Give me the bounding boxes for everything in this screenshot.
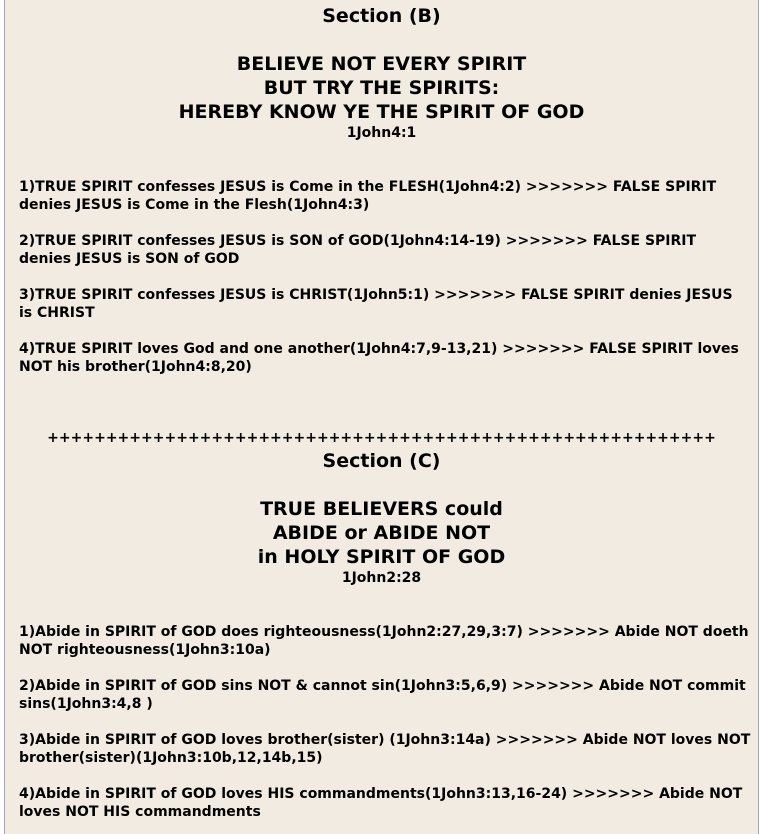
item-line: NOT righteousness(1John3:10a) <box>19 642 271 658</box>
item-line: 3)Abide in SPIRIT of GOD loves brother(sister) (1John3:14a) >>>>>>> Abide NOT loves NOT <box>19 732 751 748</box>
item-line: denies JESUS is Come in the Flesh(1John4:3) <box>19 197 370 213</box>
section-c-reference: 1John2:28 <box>341 570 422 586</box>
section-b-item-2 <box>19 232 737 268</box>
item-line: 2)TRUE SPIRIT confesses JESUS is SON of GOD(1John4:14-19) >>>>>>> FALSE SPIRIT <box>19 233 697 249</box>
item-line: is CHRIST <box>19 305 95 321</box>
item-line: brother(sister)(1John3:10b,12,14b,15) <box>19 750 323 766</box>
section-b-reference: 1John4:1 <box>346 125 417 141</box>
section-b-heading-line-3: HEREBY KNOW YE THE SPIRIT OF GOD <box>178 101 585 123</box>
item-line: 1)Abide in SPIRIT of GOD does righteousness(1John2:27,29,3:7) >>>>>>> Abide NOT doeth <box>19 624 749 640</box>
item-line: denies JESUS is SON of GOD <box>19 251 240 267</box>
section-b-item-1 <box>19 178 737 214</box>
section-c-heading-line-3: in HOLY SPIRIT OF GOD <box>257 546 506 568</box>
section-b-heading-line-1: BELIEVE NOT EVERY SPIRIT <box>236 53 527 75</box>
document-page <box>4 0 759 834</box>
section-b-item-3 <box>19 286 737 322</box>
section-c-item-1 <box>19 623 749 659</box>
section-c-title: Section (C) <box>322 450 441 472</box>
item-line: 3)TRUE SPIRIT confesses JESUS is CHRIST(1John5:1) >>>>>>> FALSE SPIRIT denies JESUS <box>19 287 733 303</box>
section-c-item-2 <box>19 677 746 713</box>
section-b-item-4 <box>19 340 737 376</box>
section-c-heading-line-1: TRUE BELIEVERS could <box>260 498 503 520</box>
section-c-item-4 <box>19 785 743 821</box>
section-c-item-3 <box>19 731 751 767</box>
section-c-heading-line-2: ABIDE or ABIDE NOT <box>272 522 491 544</box>
section-divider: +++++++++++++++++++++++++++++++++++++++++++++++++++++++++ <box>47 430 716 446</box>
item-line: sins(1John3:4,8 ) <box>19 696 153 712</box>
section-b-title: Section (B) <box>322 5 441 27</box>
item-line: 2)Abide in SPIRIT of GOD sins NOT & cannot sin(1John3:5,6,9) >>>>>>> Abide NOT commit <box>19 678 746 694</box>
item-line: loves NOT HIS commandments <box>19 804 261 820</box>
item-line: NOT his brother(1John4:8,20) <box>19 359 252 375</box>
item-line: 1)TRUE SPIRIT confesses JESUS is Come in the FLESH(1John4:2) >>>>>>> FALSE SPIRIT <box>19 179 717 195</box>
item-line: 4)TRUE SPIRIT loves God and one another(1John4:7,9-13,21) >>>>>>> FALSE SPIRIT loves <box>19 341 739 357</box>
section-b-heading-line-2: BUT TRY THE SPIRITS: <box>263 77 500 99</box>
item-line: 4)Abide in SPIRIT of GOD loves HIS commandments(1John3:13,16-24) >>>>>>> Abide NOT <box>19 786 743 802</box>
